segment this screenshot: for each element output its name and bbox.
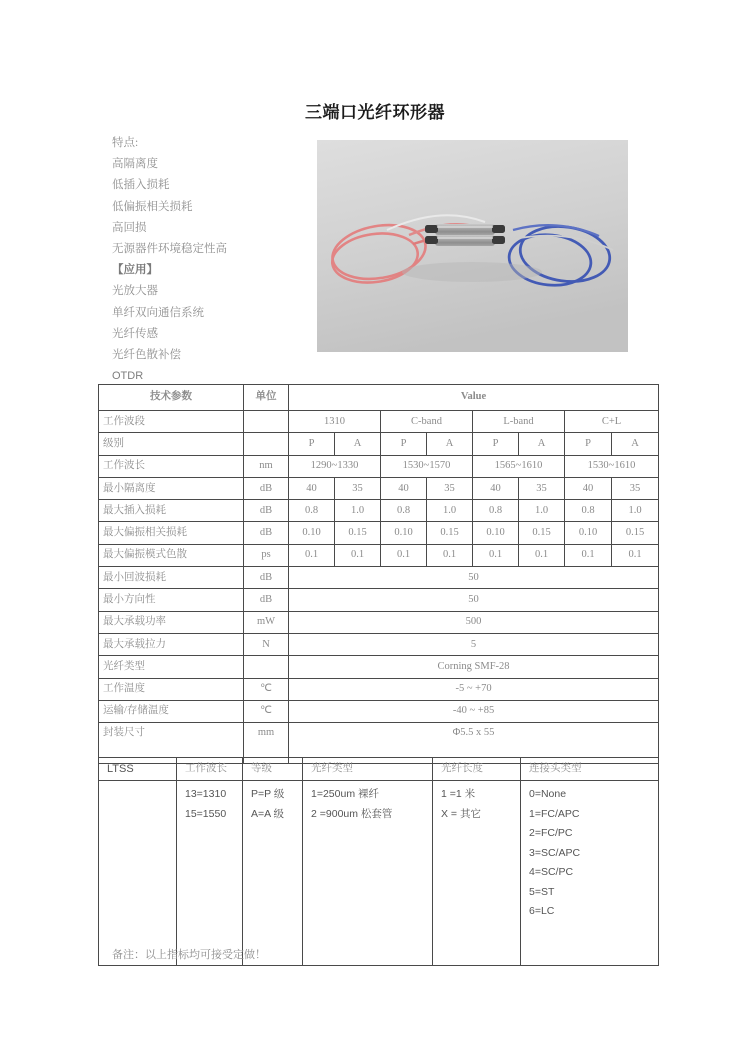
order-column-ltss bbox=[99, 781, 177, 966]
cell-value: 0.15 bbox=[335, 522, 381, 544]
row-label: 工作温度 bbox=[99, 678, 244, 700]
cell-value: 0.10 bbox=[289, 522, 335, 544]
grade-value: A bbox=[612, 433, 659, 455]
cell-value: 40 bbox=[381, 477, 427, 499]
cell-value: 1.0 bbox=[427, 500, 473, 522]
table-row-wavelength bbox=[99, 455, 659, 477]
band-value: C+L bbox=[565, 411, 659, 433]
row-unit: mW bbox=[244, 611, 289, 633]
product-photo-illustration bbox=[317, 140, 628, 352]
feature-item: 低插入损耗 bbox=[112, 179, 170, 192]
order-column-fiber-length bbox=[433, 781, 521, 966]
application-item: 光放大器 bbox=[112, 285, 158, 298]
footer-note: 备注：以上指标均可接受定做！ bbox=[112, 949, 266, 961]
cell-value: 40 bbox=[289, 477, 335, 499]
order-option: 0=None bbox=[529, 788, 567, 800]
table-row bbox=[99, 522, 659, 544]
specifications-table bbox=[98, 384, 659, 764]
table-row bbox=[99, 633, 659, 655]
cell-value: 40 bbox=[565, 477, 612, 499]
grade-value: A bbox=[427, 433, 473, 455]
order-option: 3=SC/APC bbox=[529, 846, 581, 859]
page-title: 三端口光纤环形器 bbox=[305, 103, 445, 122]
row-label: 工作波段 bbox=[99, 411, 244, 433]
order-option: 6=LC bbox=[529, 905, 555, 917]
cell-value: 0.8 bbox=[565, 500, 612, 522]
cell-value: 1.0 bbox=[612, 500, 659, 522]
table-row bbox=[99, 611, 659, 633]
header-param: 技术参数 bbox=[99, 385, 244, 411]
row-label: 工作波长 bbox=[99, 455, 244, 477]
order-option: 1 =1 米 bbox=[441, 788, 476, 800]
wavelength-value: 1530~1610 bbox=[565, 455, 659, 477]
order-option: 2 =900um 松套管 bbox=[311, 807, 393, 820]
grade-value: A bbox=[335, 433, 381, 455]
application-item: 单纤双向通信系统 bbox=[112, 306, 204, 319]
order-option: 15=1550 bbox=[185, 807, 227, 820]
row-unit bbox=[244, 656, 289, 678]
row-unit: ps bbox=[244, 544, 289, 566]
order-option: P=P 级 bbox=[251, 788, 285, 800]
cell-value: 0.1 bbox=[381, 544, 427, 566]
table-row-grade bbox=[99, 433, 659, 455]
feature-item: 无源器件环境稳定性高 bbox=[112, 243, 227, 256]
order-header: LTSS bbox=[99, 758, 177, 781]
row-unit: dB bbox=[244, 567, 289, 589]
wavelength-value: 1565~1610 bbox=[473, 455, 565, 477]
ordering-code-table bbox=[98, 757, 659, 966]
order-column-connector bbox=[521, 781, 659, 966]
cell-value: 500 bbox=[289, 611, 659, 633]
header-value: Value bbox=[289, 385, 659, 411]
row-label: 最大承载功率 bbox=[99, 611, 244, 633]
row-label: 级别 bbox=[99, 433, 244, 455]
order-option: 1=FC/APC bbox=[529, 807, 580, 820]
band-value: L-band bbox=[473, 411, 565, 433]
cell-value: Φ5.5 x 55 bbox=[289, 723, 659, 764]
order-option: 4=SC/PC bbox=[529, 866, 574, 878]
grade-value: P bbox=[289, 433, 335, 455]
order-option: 13=1310 bbox=[185, 788, 227, 800]
feature-item: 高隔离度 bbox=[112, 158, 158, 171]
row-unit: nm bbox=[244, 455, 289, 477]
order-column-wavelength bbox=[177, 781, 243, 966]
band-value: 1310 bbox=[289, 411, 381, 433]
cell-value: 50 bbox=[289, 589, 659, 611]
row-label: 最大插入损耗 bbox=[99, 500, 244, 522]
cell-value: 0.10 bbox=[565, 522, 612, 544]
cell-value: 1.0 bbox=[335, 500, 381, 522]
wavelength-value: 1530~1570 bbox=[381, 455, 473, 477]
table-row bbox=[99, 656, 659, 678]
header-unit: 单位 bbox=[244, 385, 289, 411]
cell-value: 0.8 bbox=[473, 500, 519, 522]
feature-item: 高回损 bbox=[112, 221, 147, 234]
order-option: 2=FC/PC bbox=[529, 827, 573, 839]
applications-heading: 【应用】 bbox=[112, 264, 158, 277]
order-option: 1=250um 裸纤 bbox=[311, 788, 379, 800]
feature-list bbox=[112, 133, 312, 387]
cell-value: -5 ~ +70 bbox=[289, 678, 659, 700]
row-unit: ℃ bbox=[244, 700, 289, 722]
grade-value: P bbox=[565, 433, 612, 455]
order-header: 光纤类型 bbox=[303, 758, 433, 781]
product-photo bbox=[317, 140, 628, 352]
application-item: 光纤传感 bbox=[112, 327, 158, 340]
row-label: 最小回波损耗 bbox=[99, 567, 244, 589]
cell-value: 0.8 bbox=[381, 500, 427, 522]
row-label: 封装尺寸 bbox=[99, 723, 244, 764]
cell-value: 0.15 bbox=[612, 522, 659, 544]
order-option: A=A 级 bbox=[251, 807, 284, 820]
order-header: 工作波长 bbox=[177, 758, 243, 781]
application-item: OTDR bbox=[112, 370, 144, 383]
row-unit: dB bbox=[244, 589, 289, 611]
row-label: 最大承载拉力 bbox=[99, 633, 244, 655]
cell-value: 40 bbox=[473, 477, 519, 499]
table-row bbox=[99, 477, 659, 499]
cell-value: 35 bbox=[612, 477, 659, 499]
row-unit: mm bbox=[244, 723, 289, 764]
order-column-grade bbox=[243, 781, 303, 966]
cell-value: 1.0 bbox=[519, 500, 565, 522]
order-header: 光纤长度 bbox=[433, 758, 521, 781]
cell-value: 0.1 bbox=[473, 544, 519, 566]
table-row bbox=[99, 544, 659, 566]
cell-value: 0.10 bbox=[473, 522, 519, 544]
row-label: 最小隔离度 bbox=[99, 477, 244, 499]
band-value: C-band bbox=[381, 411, 473, 433]
row-unit bbox=[244, 433, 289, 455]
table-row bbox=[99, 700, 659, 722]
table-row bbox=[99, 567, 659, 589]
cell-value: 0.1 bbox=[427, 544, 473, 566]
cell-value: 35 bbox=[427, 477, 473, 499]
cell-value: 0.1 bbox=[612, 544, 659, 566]
application-item: 光纤色散补偿 bbox=[112, 349, 181, 362]
order-column-fiber-type bbox=[303, 781, 433, 966]
cell-value: 0.8 bbox=[289, 500, 335, 522]
cell-value: 0.1 bbox=[565, 544, 612, 566]
row-unit: dB bbox=[244, 477, 289, 499]
grade-value: A bbox=[519, 433, 565, 455]
order-body-row bbox=[99, 781, 659, 966]
features-heading: 特点: bbox=[112, 137, 139, 149]
order-header-row bbox=[99, 758, 659, 781]
grade-value: P bbox=[473, 433, 519, 455]
row-label: 最大偏振模式色散 bbox=[99, 544, 244, 566]
cell-value: 0.1 bbox=[335, 544, 381, 566]
grade-value: P bbox=[381, 433, 427, 455]
table-header-row bbox=[99, 385, 659, 411]
row-label: 最大偏振相关损耗 bbox=[99, 522, 244, 544]
cell-value: 0.10 bbox=[381, 522, 427, 544]
cell-value: 50 bbox=[289, 567, 659, 589]
cell-value: 35 bbox=[335, 477, 381, 499]
table-row bbox=[99, 678, 659, 700]
cell-value: 0.15 bbox=[519, 522, 565, 544]
cell-value: 0.15 bbox=[427, 522, 473, 544]
cell-value: 0.1 bbox=[519, 544, 565, 566]
row-unit: dB bbox=[244, 500, 289, 522]
cell-value: 35 bbox=[519, 477, 565, 499]
wavelength-value: 1290~1330 bbox=[289, 455, 381, 477]
row-label: 运输/存储温度 bbox=[99, 700, 244, 722]
order-header: 连接头类型 bbox=[521, 758, 659, 781]
feature-item: 低偏振相关损耗 bbox=[112, 200, 193, 213]
cell-value: Corning SMF-28 bbox=[289, 656, 659, 678]
cell-value: 0.1 bbox=[289, 544, 335, 566]
row-unit bbox=[244, 411, 289, 433]
row-unit: ℃ bbox=[244, 678, 289, 700]
table-row bbox=[99, 589, 659, 611]
order-header: 等级 bbox=[243, 758, 303, 781]
cell-value: 5 bbox=[289, 633, 659, 655]
table-row bbox=[99, 500, 659, 522]
row-label: 最小方向性 bbox=[99, 589, 244, 611]
order-option: 5=ST bbox=[529, 885, 555, 898]
order-option: X = 其它 bbox=[441, 807, 481, 820]
row-unit: N bbox=[244, 633, 289, 655]
table-row-band bbox=[99, 411, 659, 433]
cell-value: -40 ~ +85 bbox=[289, 700, 659, 722]
row-label: 光纤类型 bbox=[99, 656, 244, 678]
row-unit: dB bbox=[244, 522, 289, 544]
